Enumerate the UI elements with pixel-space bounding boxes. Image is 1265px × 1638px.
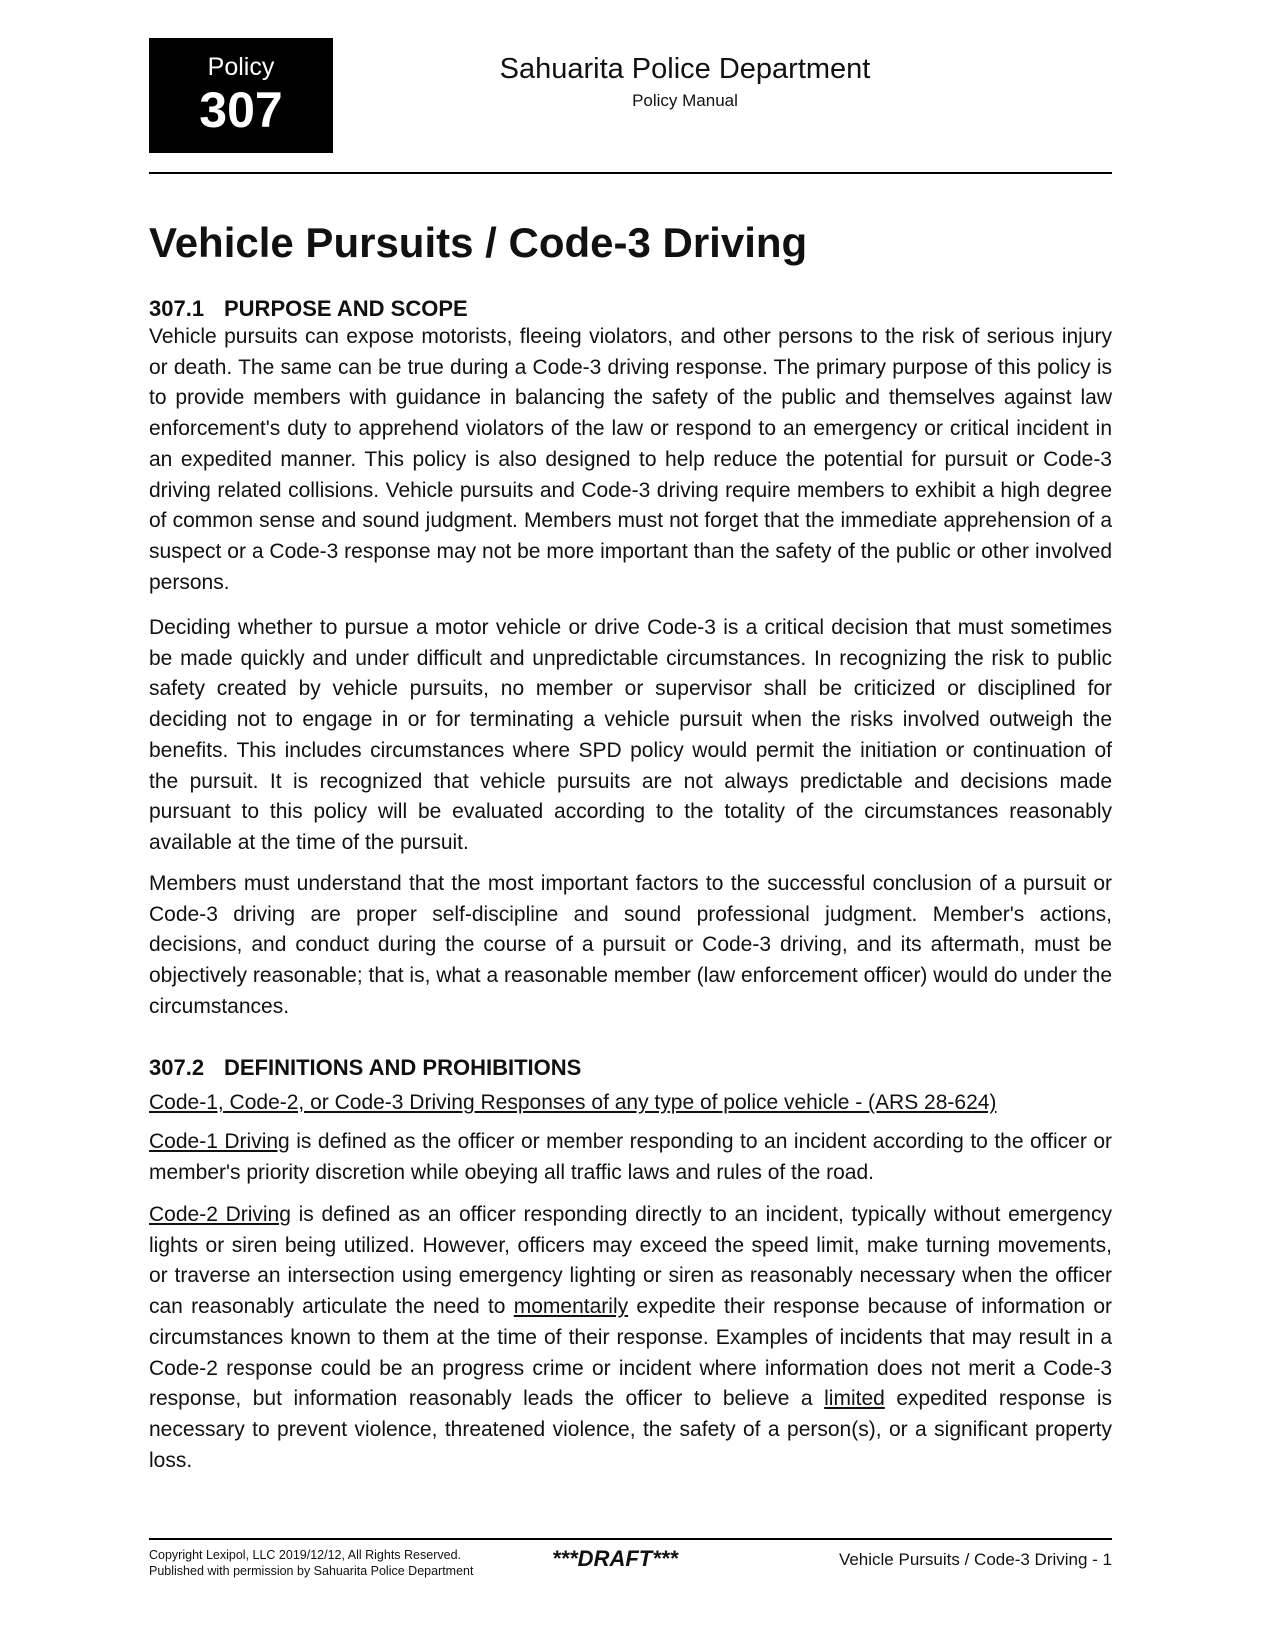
subsection-heading: Code-1, Code-2, or Code-3 Driving Responses of any type of police vehicle - (ARS 28-624) xyxy=(149,1091,997,1114)
paragraph: Deciding whether to pursue a motor vehicle or drive Code-3 is a critical decision that must sometimes be made quickly and under difficult and unpredictable circumstances. In recognizing the risk to public safety created by vehicle pursuits, no member or supervisor shall be criticized or disciplined for deciding not to engage in or for terminating a vehicle pursuit when the risks involved outweigh the benefits. This includes circumstances where SPD policy would permit the initiation or continuation of the pursuit. It is recognized that vehicle pursuits are not always predictable and decisions made pursuant to this policy will be evaluated according to the totality of the circumstances reasonably available at the time of the pursuit. xyxy=(149,616,1112,854)
paragraph: Members must understand that the most important factors to the successful conclusion of a pursuit or Code-3 driving are proper self-discipline and sound professional judgment. Member's actions, decisions, and conduct during the course of a pursuit or Code-3 driving, and its aftermath, must be objectively reasonable; that is, what a reasonable member (law enforcement officer) would do under the circumstances. xyxy=(149,872,1112,1018)
section-number: 307.2 xyxy=(149,1055,205,1080)
page-title: Vehicle Pursuits / Code-3 Driving xyxy=(149,219,808,266)
department-name: Sahuarita Police Department xyxy=(499,53,871,85)
definition-text: expedited response is necessary to prevent violence, threatened violence, the safety of a person(s), or a significant property loss. xyxy=(149,1387,1112,1472)
permission-text: Published with permission by Sahuarita Police Department xyxy=(149,1564,474,1578)
section-heading xyxy=(149,1055,581,1081)
definition-term: Code-1 Driving xyxy=(149,1130,290,1153)
policy-label: Policy xyxy=(207,53,275,81)
page-label: Vehicle Pursuits / Code-3 Driving - 1 xyxy=(838,1550,1112,1569)
emphasis-text: momentarily xyxy=(513,1295,629,1319)
definition-term: Code-2 Driving xyxy=(149,1203,291,1226)
policy-badge xyxy=(149,38,333,153)
policy-number: 307 xyxy=(199,82,283,138)
paragraph: Vehicle pursuits can expose motorists, fleeing violators, and other persons to the risk of serious injury or death. The same can be true during a Code-3 driving response. The primary purpose of this policy is to provide members with guidance in balancing the safety of the public and themselves against law enforcement's duty to apprehend violators of the law or respond to an emergency or critical incident in an expedited manner. This policy is also designed to help reduce the potential for pursuit or Code-3 driving related collisions. Vehicle pursuits and Code-3 driving require members to exhibit a high degree of common sense and sound judgment. Members must not forget that the immediate apprehension of a suspect or a Code-3 response may not be more important than the safety of the public or other involved persons. xyxy=(149,325,1112,594)
definition-text: expedite their response because of information or circumstances known to them at the time of their response. Examples of incidents that may result in a Code-2 response could be an progress crime or incident where information does not merit a Code-3 response, but information reasonably leads the officer to believe a xyxy=(149,1295,1112,1411)
copyright-text: Copyright Lexipol, LLC 2019/12/12, All Rights Reserved. xyxy=(149,1548,461,1562)
footer-copyright-block xyxy=(149,1547,473,1579)
section-number: 307.1 xyxy=(149,296,205,321)
definition-code1 xyxy=(149,1127,1112,1188)
definition-code2 xyxy=(149,1200,1112,1476)
section-title: PURPOSE AND SCOPE xyxy=(224,296,468,321)
definition-text: is defined as the officer or member responding to an incident according to the officer or member's priority discretion while obeying all traffic laws and rules of the road. xyxy=(149,1130,1112,1184)
footer-divider xyxy=(149,1538,1112,1540)
header-divider xyxy=(149,172,1112,174)
section-title: DEFINITIONS AND PROHIBITIONS xyxy=(224,1055,582,1080)
emphasis-text: limited xyxy=(824,1387,885,1411)
manual-name: Policy Manual xyxy=(632,91,738,110)
draft-label: ***DRAFT*** xyxy=(552,1546,678,1571)
section-heading xyxy=(149,296,468,322)
definition-text: is defined as an officer responding directly to an incident, typically without emergency lights or siren being utilized. However, officers may exceed the speed limit, make turning movements, or traverse an intersection using emergency lighting or siren as reasonably necessary when the officer can reasonably articulate the need to xyxy=(149,1203,1112,1319)
